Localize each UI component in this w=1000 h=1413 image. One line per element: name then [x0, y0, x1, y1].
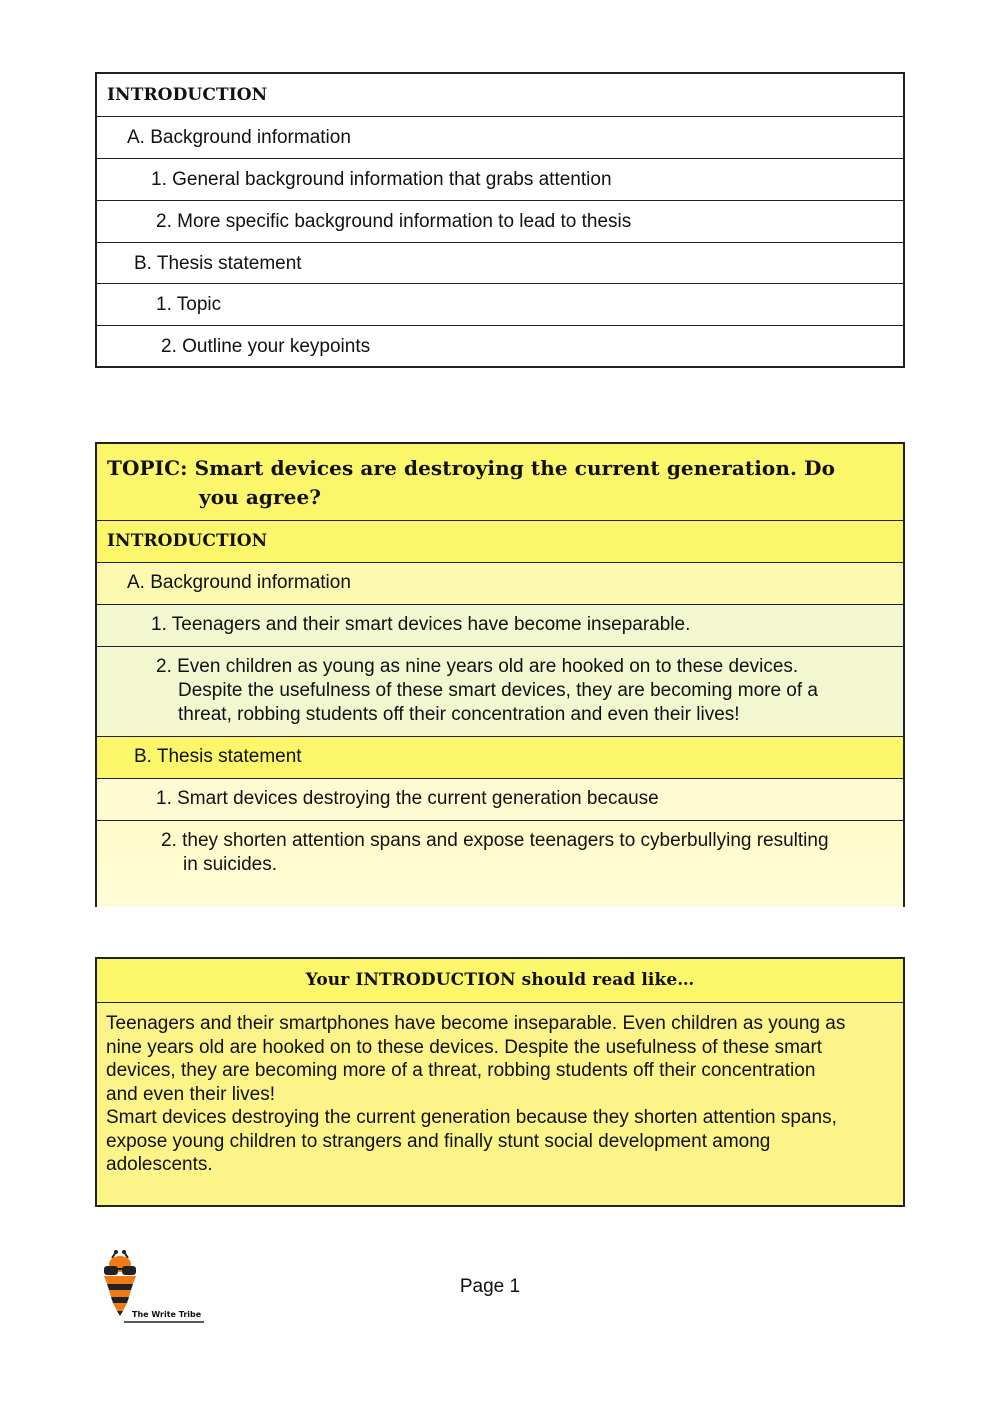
sample-line: nine years old are hooked on to these devices. Despite the usefulness of these smart [106, 1036, 823, 1058]
sample-line: adolescents. [106, 1154, 213, 1175]
sample-line: expose young children to strangers and finally stunt social development among [106, 1130, 771, 1152]
example-heading: INTRODUCTION [97, 520, 903, 562]
example-row: A. Background information [97, 562, 903, 604]
example-row-multiline [97, 820, 903, 907]
example-line: 2. they shorten attention spans and expose teenagers to cyberbullying resulting [161, 830, 829, 851]
page-number: Page 1 [459, 1276, 521, 1297]
example-row: 1. Teenagers and their smart devices have become inseparable. [97, 604, 903, 646]
sample-line: devices, they are becoming more of a threat, robbing students off their concentration [106, 1060, 816, 1081]
topic-cell [97, 444, 903, 520]
example-table [95, 442, 905, 907]
example-line: Despite the usefulness of these smart devices, they are becoming more of a [178, 680, 818, 701]
example-line: in suicides. [183, 854, 277, 875]
example-row: 1. Smart devices destroying the current generation because [97, 778, 903, 820]
sample-line: Teenagers and their smartphones have become inseparable. Even children as young as [106, 1013, 846, 1034]
example-row-multiline [97, 646, 903, 736]
sample-paragraph [97, 1002, 903, 1177]
topic-line: you agree? [199, 485, 322, 509]
outline-row: 1. Topic [97, 283, 903, 325]
sample-table [95, 957, 905, 1207]
outline-heading: INTRODUCTION [107, 85, 268, 105]
example-line: threat, robbing students off their concentration and even their lives! [178, 704, 740, 725]
example-row: B. Thesis statement [97, 736, 903, 778]
sample-heading: Your INTRODUCTION should read like… [97, 959, 903, 1002]
sample-line: and even their lives! [106, 1083, 275, 1105]
outline-row: 2. Outline your keypoints [97, 325, 903, 367]
logo-text: The Write Tribe [132, 1310, 202, 1319]
outline-row: A. Background information [97, 116, 903, 158]
outline-table [95, 72, 905, 368]
outline-row: 1. General background information that grabs attention [97, 158, 903, 200]
example-line: 2. Even children as young as nine years old are hooked on to these devices. [156, 656, 799, 677]
outline-row: 2. More specific background information to lead to thesis [97, 200, 903, 242]
sample-line: Smart devices destroying the current generation because they shorten attention spans, [106, 1107, 837, 1128]
outline-row: B. Thesis statement [97, 242, 903, 284]
topic-line: TOPIC: Smart devices are destroying the current generation. Do [107, 456, 836, 480]
